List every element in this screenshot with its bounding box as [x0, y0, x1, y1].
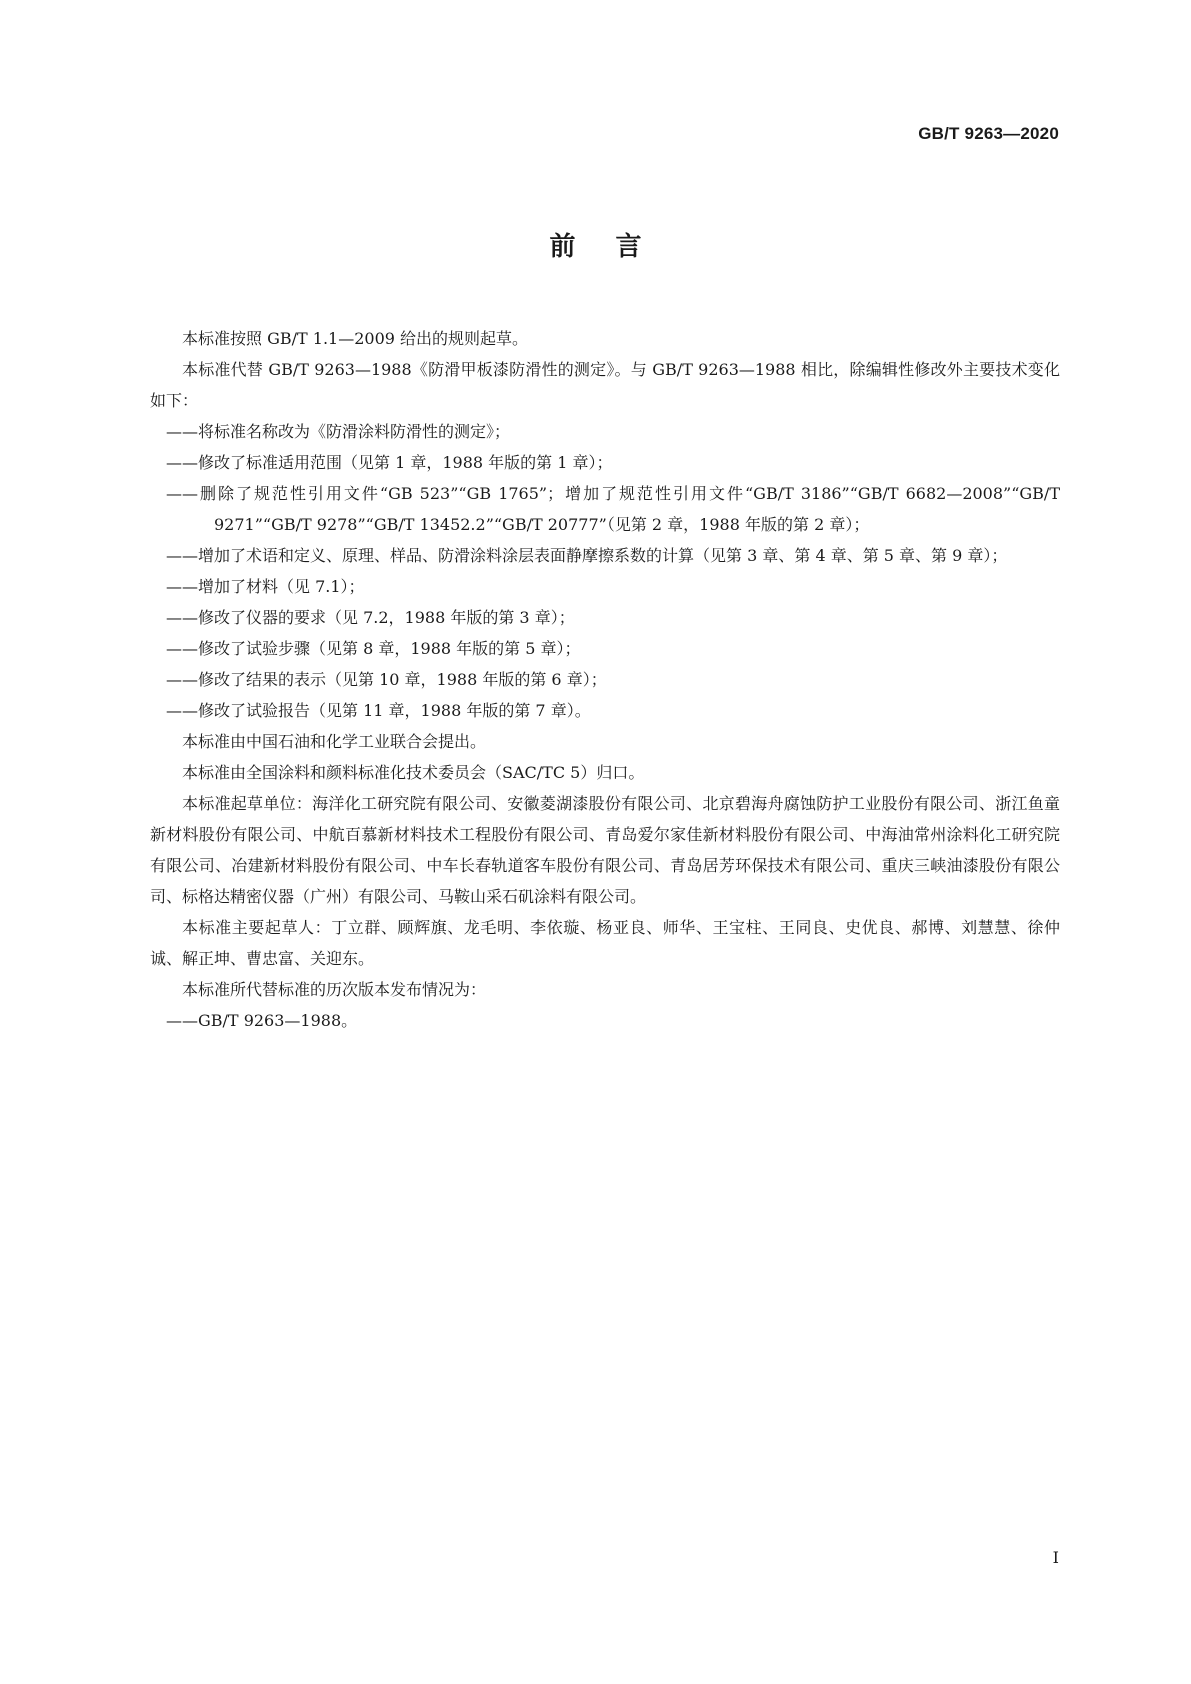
change-item: ——修改了标准适用范围（见第 1 章，1988 年版的第 1 章）； [166, 453, 613, 472]
standard-code: GB/T 9263—2020 [918, 124, 1059, 143]
paragraph-drafting-units: 本标准起草单位：海洋化工研究院有限公司、安徽菱湖漆股份有限公司、北京碧海舟腐蚀防护工业股份有限公司、浙江鱼童新材料股份有限公司、中航百慕新材料技术工程股份有限公司、青岛爱尔家佳新材料股份有限公司、中海油常州涂料化工研究院有限公司、冶建新材料股份有限公司、中车长春轨道客车股份有限公司、青岛居芳环保技术有限公司、重庆三峡油漆股份有限公司、标格达精密仪器（广州）有限公司、马鞍山采石矶涂料有限公司。 [150, 794, 1060, 906]
change-item: ——增加了材料（见 7.1）； [166, 577, 365, 596]
change-item: ——修改了试验步骤（见第 8 章，1988 年版的第 5 章）； [166, 639, 581, 658]
page-number: I [1052, 1548, 1059, 1567]
page-title: 前言 [549, 232, 682, 262]
change-item: ——修改了试验报告（见第 11 章，1988 年版的第 7 章）。 [166, 701, 591, 720]
paragraph-drafting-rules: 本标准按照 GB/T 1.1—2009 给出的规则起草。 [182, 329, 529, 348]
paragraph-proposer: 本标准由中国石油和化学工业联合会提出。 [182, 732, 487, 751]
foreword-body [150, 323, 1060, 1036]
history-item: ——GB/T 9263—1988。 [166, 1011, 358, 1030]
paragraph-history-intro: 本标准所代替标准的历次版本发布情况为： [182, 980, 487, 999]
change-item: ——修改了结果的表示（见第 10 章，1988 年版的第 6 章）； [166, 670, 607, 689]
paragraph-drafters: 本标准主要起草人：丁立群、顾辉旗、龙毛明、李依璇、杨亚良、师华、王宝柱、王同良、史优良、郝博、刘慧慧、徐仲诚、解正坤、曹忠富、关迎东。 [150, 918, 1060, 968]
change-item: ——修改了仪器的要求（见 7.2，1988 年版的第 3 章）； [166, 608, 575, 627]
paragraph-committee: 本标准由全国涂料和颜料标准化技术委员会（SAC/TC 5）归口。 [182, 763, 645, 782]
change-item: ——将标准名称改为《防滑涂料防滑性的测定》； [166, 422, 511, 441]
change-item: ——删除了规范性引用文件“GB 523”“GB 1765”；增加了规范性引用文件“GB/T 3186”“GB/T 6682—2008”“GB/T 9271”“GB/T 9278”“GB/T 13452.2”“GB/T 20777”（见第 2 章，1988 年版的第 2 章）； [166, 484, 1060, 534]
paragraph-replacement: 本标准代替 GB/T 9263—1988《防滑甲板漆防滑性的测定》。与 GB/T 9263—1988 相比，除编辑性修改外主要技术变化如下： [150, 360, 1060, 410]
change-item: ——增加了术语和定义、原理、样品、防滑涂料涂层表面静摩擦系数的计算（见第 3 章、第 4 章、第 5 章、第 9 章）； [166, 546, 1008, 565]
